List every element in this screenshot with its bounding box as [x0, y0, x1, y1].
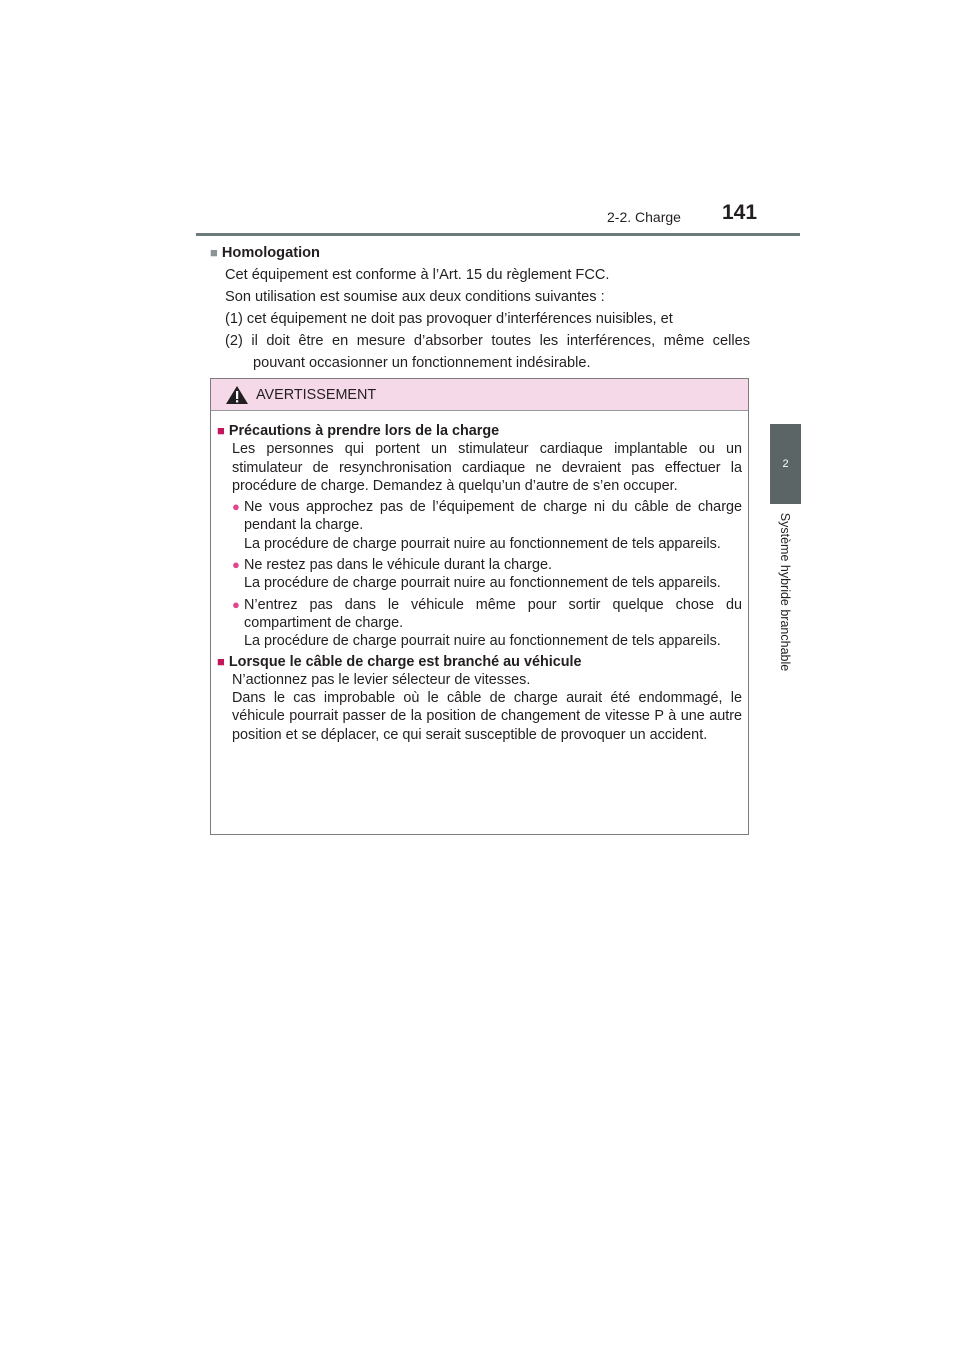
homologation-title: ■ Homologation: [210, 245, 320, 261]
cable-connected-title: ■ Lorsque le câble de charge est branché au véhicule: [217, 653, 582, 670]
section-title: 2-2. Charge: [607, 209, 681, 225]
header-rule: [196, 233, 800, 236]
homologation-line-2: Son utilisation est soumise aux deux conditions suivantes :: [225, 289, 605, 305]
square-bullet-icon: ■: [217, 653, 225, 669]
circle-bullet-icon: ●: [232, 499, 240, 515]
chapter-number: 2: [782, 458, 789, 470]
cable-connected-line-2: Dans le cas improbable où le câble de charge aurait été endommagé, le véhicule pourrait passer de la position de changement de vitesse P à une autre position et se déplacer, ce qui serait susceptible de provoquer un accident.: [232, 690, 742, 743]
charging-precautions-text: Les personnes qui portent un stimulateur cardiaque implantable ou un stimulateur de resynchronisation cardiaque ne devraient pas effectuer la procédure de charge. Demandez à quelqu’un d’autre de s’en occuper.: [232, 441, 742, 494]
list-item: ● Ne vous approchez pas de l’équipement de charge ni du câble de charge pendant la charge. La procédure de charge pourrait nuire au fonctionnement de tels appareils.: [232, 499, 742, 552]
warning-box: [210, 378, 749, 835]
page-number: 141: [722, 201, 758, 224]
warning-body: [211, 411, 748, 744]
list-item: ● N’entrez pas dans le véhicule même pour sortir quelque chose du compartiment de charge. La procédure de charge pourrait nuire au fonctionnement de tels appareils.: [232, 596, 742, 650]
warning-header: [211, 379, 748, 411]
square-bullet-icon: ■: [217, 423, 225, 438]
homologation-condition-2: (2) il doit être en mesure d’absorber toutes les interférences, même celles pouvant occasionner un fonctionnement indésirable.: [225, 333, 750, 371]
chapter-label: Système hybride branchable: [778, 512, 792, 672]
list-item: ● Ne restez pas dans le véhicule durant la charge. La procédure de charge pourrait nuire au fonctionnement de tels appareils.: [232, 557, 721, 592]
warning-triangle-icon: [225, 385, 249, 405]
chapter-tab: [770, 424, 801, 504]
homologation-section: [210, 242, 750, 374]
page-header: [0, 0, 960, 240]
homologation-line-1: Cet équipement est conforme à l’Art. 15 du règlement FCC.: [225, 267, 610, 283]
square-bullet-icon: ■: [210, 245, 218, 260]
cable-connected-line-1: N’actionnez pas le levier sélecteur de vitesses.: [232, 671, 531, 688]
circle-bullet-icon: ●: [232, 557, 240, 573]
warning-header-label: AVERTISSEMENT: [256, 386, 377, 403]
charging-precautions-title: ■ Précautions à prendre lors de la charge: [217, 423, 500, 439]
homologation-condition-1: (1) cet équipement ne doit pas provoquer d’interférences nuisibles, et: [225, 311, 673, 327]
circle-bullet-icon: ●: [232, 596, 240, 612]
